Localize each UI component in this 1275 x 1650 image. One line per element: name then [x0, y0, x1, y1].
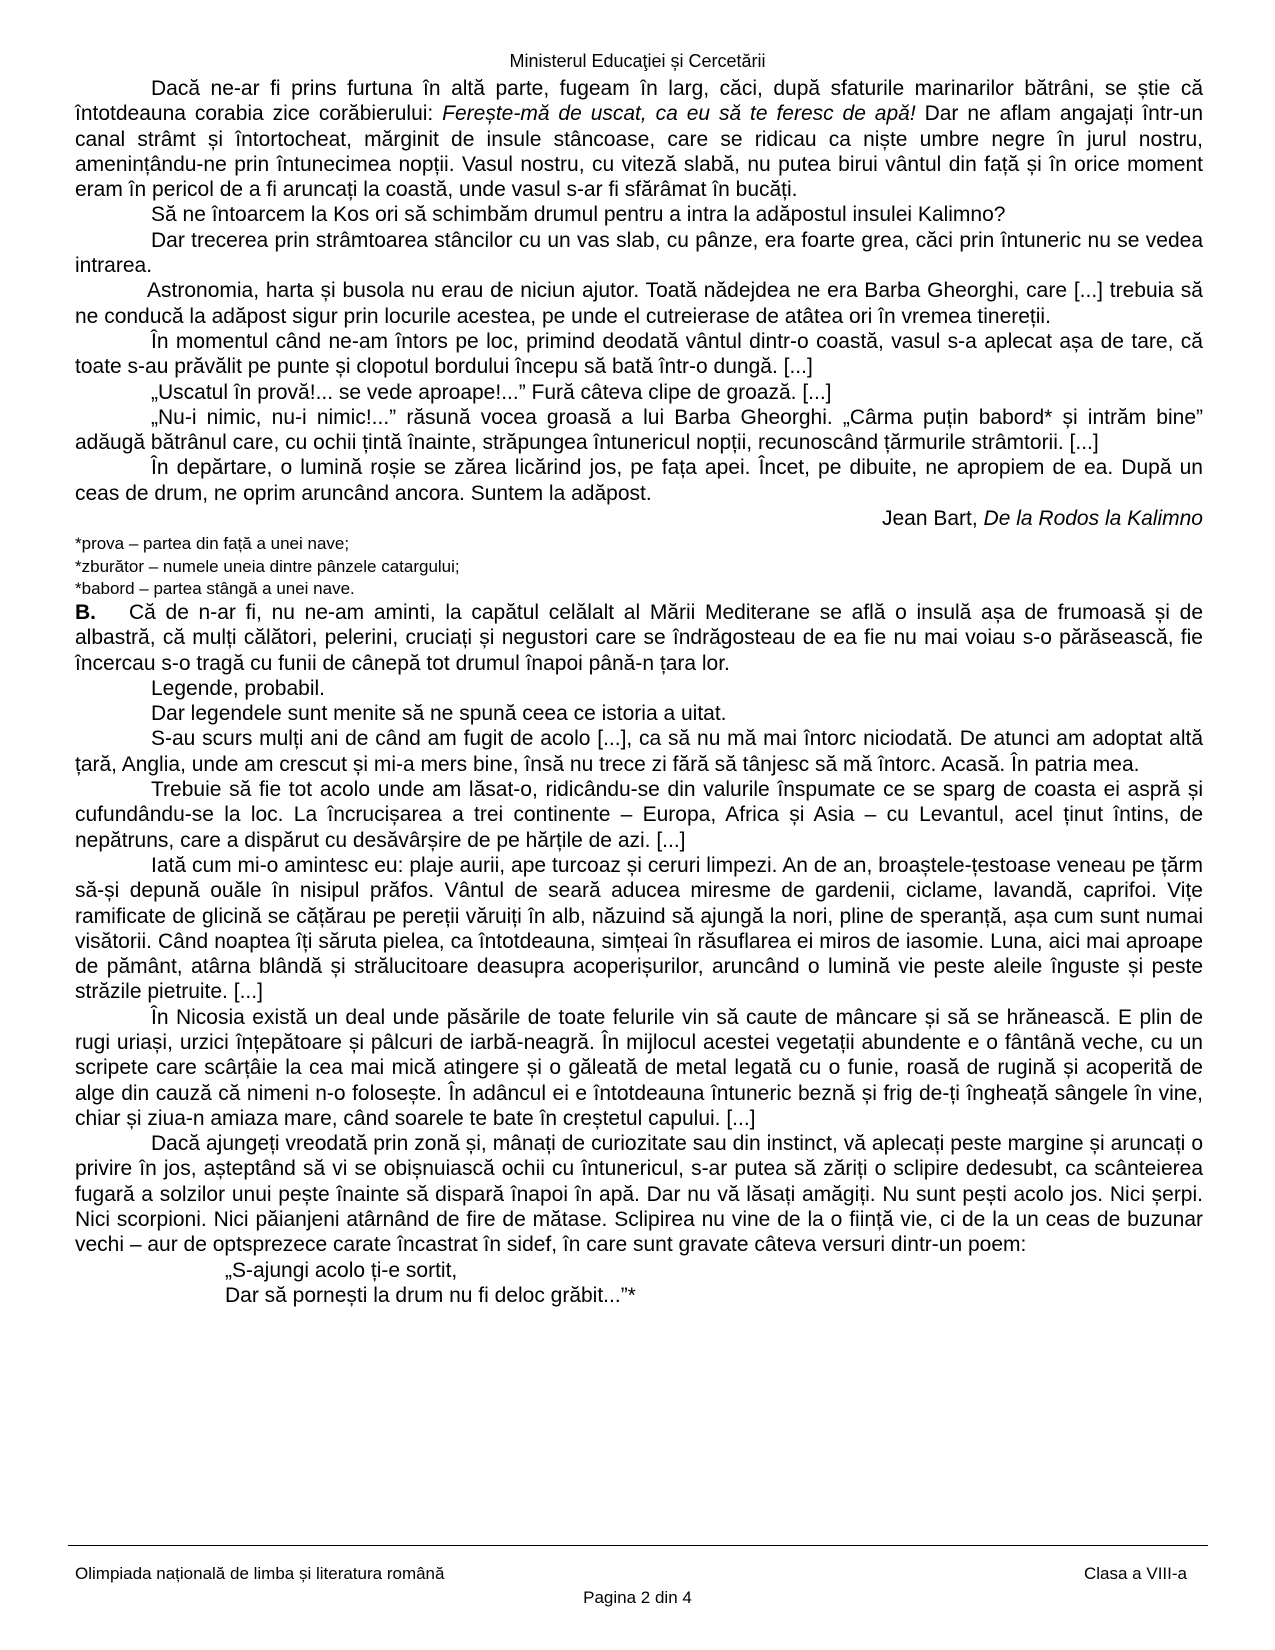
paragraph-b2: Legende, probabil. — [151, 676, 325, 700]
paragraph-b4: S-au scurs mulți ani de când am fugit de acolo [...], ca să nu mă mai întorc niciodată. De atunci am adoptat altă țară, Anglia, unde am crescut și mi-a mers bine, însă nu trece zi fără să tânjesc să mă întorc. Acasă. În patria mea. — [75, 727, 1203, 776]
footnote: *zburător – numele uneia dintre pânzele catargului; — [75, 556, 460, 576]
paragraph-a7: „Nu-i nimic, nu-i nimic!...” răsună vocea groasă a lui Barba Gheorghi. „Cârma puțin babord* și intrăm bine” adăugă bătrânul care, cu ochii țintă înainte, străpungea întunericul nopții, recunoscând țărmurile strâmtorii. [...] — [75, 405, 1203, 455]
paragraph-b5: Trebuie să fie tot acolo unde am lăsat-o, ridicându-se din valurile înspumate ce se sparg de coasta ei aspră și cufundându-se la loc. La încrucișarea a trei continente – Europa, Africa și Asia – cu Levantul, acel ținut întins, de nepătruns, care a dispărut cu desăvârșire de pe hărțile de azi. [...] — [75, 778, 1203, 852]
paragraph-b8: Dacă ajungeți vreodată prin zonă și, mânați de curiozitate sau din instinct, vă aplecați peste margine și aruncați o privire în jos, așteptând să vi se obișnuiască ochii cu întunericul, s-ar putea să zăriți o sclipire dedesubt, ca scânteierea fugară a solzilor unui pește înainte să dispară înapoi în apă. Dar nu vă lăsați amăgiți. Nu sunt pești acolo jos. Nici șerpi. Nici scorpioni. Nici păianjeni atârnând de fire de mătase. Sclipirea nu vine de la o ființă vie, ci de la un ceas de buzunar vechi – aur de optsprezece carate încastrat în sidef, în care sunt gravate câteva versuri dintr-un poem: — [75, 1132, 1203, 1257]
document-body — [75, 76, 1203, 1308]
author-name: Jean Bart, — [881, 507, 984, 531]
text-span: Dacă ne-ar fi prins furtuna în altă parte, fugeam în larg, căci, după sfaturile marinarilor bătrâni, se știe că întotdeauna corabia zice corăbierului: — [75, 77, 1203, 126]
ministry-header: Ministerul Educaţiei și Cercetării — [509, 51, 766, 71]
footnote: *prova – partea din față a unei nave; — [75, 534, 350, 554]
footer-grade: Clasa a VIII-a — [1084, 1564, 1187, 1583]
paragraph-a5: În momentul când ne-am întors pe loc, primind deodată vântul dintr-o coastă, vasul s-a aplecat așa de tare, că toate s-au prăvălit pe punte și clopotul bordului începu să bată într-o dungă. [...] — [75, 329, 1203, 379]
text-span: Că de n-ar fi, nu ne-am aminti, la capătul celălalt al Mării Mediterane se află o insulă așa de frumoasă și de albastră, că mulți călători, pelerini, cruciați și negustori care se îndrăgosteau de ea fie nu mai voiau s-o părăsească, fie încercau s-o tragă cu funii de cânepă tot drumul înapoi până-n țara lor. — [75, 600, 1203, 675]
paragraph-a8: În depărtare, o lumină roșie se zărea licărind jos, pe fața apei. Încet, pe dibuite, ne apropiem de ea. După un ceas de drum, ne oprim aruncând ancora. Suntem la adăpost. — [75, 456, 1203, 505]
paragraph-a4: Astronomia, harta și busola nu erau de niciun ajutor. Toată nădejdea ne era Barba Gheorghi, care [...] trebuia să ne conducă la adăpost sigur prin locurile acestea, pe unde el cutreierase de atâtea ori în vremea tinereții. — [75, 279, 1203, 328]
paragraph-a3: Dar trecerea prin strâmtoarea stâncilor cu un vas slab, cu pânze, era foarte grea, căci prin întuneric nu se vedea intrarea. — [75, 228, 1203, 278]
work-title: De la Rodos la Kalimno — [983, 507, 1203, 531]
paragraph-b7: În Nicosia există un deal unde păsările de toate felurile vin să caute de mâncare și să se hrănească. E plin de rugi uriași, urzici înțepătoare și pâlcuri de iarbă-neagră. În mijlocul acestei vegetații abundente e o fântână veche, cu un scripete care scârțâie la cea mai mică atingere și o găleată de metal legată cu o funie, roasă de rugină și acoperită de alge din cauză că nimeni n-o folosește. În adâncul ei e întotdeauna întuneric beznă și frig de-ți îngheață sângele în vine, chiar și ziua-n amiaza mare, când soarele te bate în creștetul capului. [...] — [75, 1005, 1203, 1130]
paragraph-a1 — [75, 76, 1203, 202]
section-label: B. — [75, 600, 96, 624]
italic-quote: Ferește-mă de uscat, ca eu să te feresc de apă! — [442, 102, 916, 126]
paragraph-b1 — [75, 600, 1203, 676]
text-span: Dar ne aflam angajați într-un canal strâmt și întortocheat, mărginit de insule stâncoase, care se ridicau ca niște umbre negre în jurul nostru, amenințându-ne prin întunecimea nopții. Vasul nostru, cu viteză slabă, nu putea birui vântul din față și în orice moment eram în pericol de a fi aruncați la coastă, unde vasul s-ar fi sfărâmat în bucăți. — [75, 102, 1204, 202]
poem-line: Dar să pornești la drum nu fi deloc grăbit...”* — [225, 1283, 636, 1307]
poem-line: „S-ajungi acolo ți-e sortit, — [225, 1258, 458, 1282]
footer-divider — [68, 1545, 1208, 1546]
paragraph-a6: „Uscatul în provă!... se vede aproape!...” Fură câteva clipe de groază. [...] — [151, 380, 832, 404]
source-citation — [75, 506, 1203, 531]
paragraph-a2: Să ne întoarcem la Kos ori să schimbăm drumul pentru a intra la adăpostul insulei Kalimno? — [151, 203, 1006, 227]
footnote: *babord – partea stângă a unei nave. — [75, 578, 355, 598]
footer-olympiad: Olimpiada națională de limba și literatura română — [75, 1564, 445, 1583]
page-number: Pagina 2 din 4 — [583, 1588, 692, 1607]
footnotes — [75, 533, 1203, 600]
paragraph-b3: Dar legendele sunt menite să ne spună ceea ce istoria a uitat. — [151, 702, 727, 726]
paragraph-b6: Iată cum mi-o amintesc eu: plaje aurii, ape turcoaz și ceruri limpezi. An de an, broaștele-țestoase veneau pe țărm să-și depună ouăle în nisipul prăfos. Vântul de seară aducea miresme de gardenii, ciclame, lavandă, caprifoi. Vițe ramificate de glicină se cățărau pe pereții văruiți în alb, năzuind să ajungă la nori, pline de speranță, așa cum sunt numai visătorii. Când noaptea îți săruta pielea, ca întotdeauna, simțeai în răsuflarea ei miros de iasomie. Luna, aici mai aproape de pământ, atârna blândă și strălucitoare deasupra acoperișurilor, aruncând o lumină vie peste aleile înguste și peste străzile pietruite. [...] — [75, 853, 1203, 1004]
